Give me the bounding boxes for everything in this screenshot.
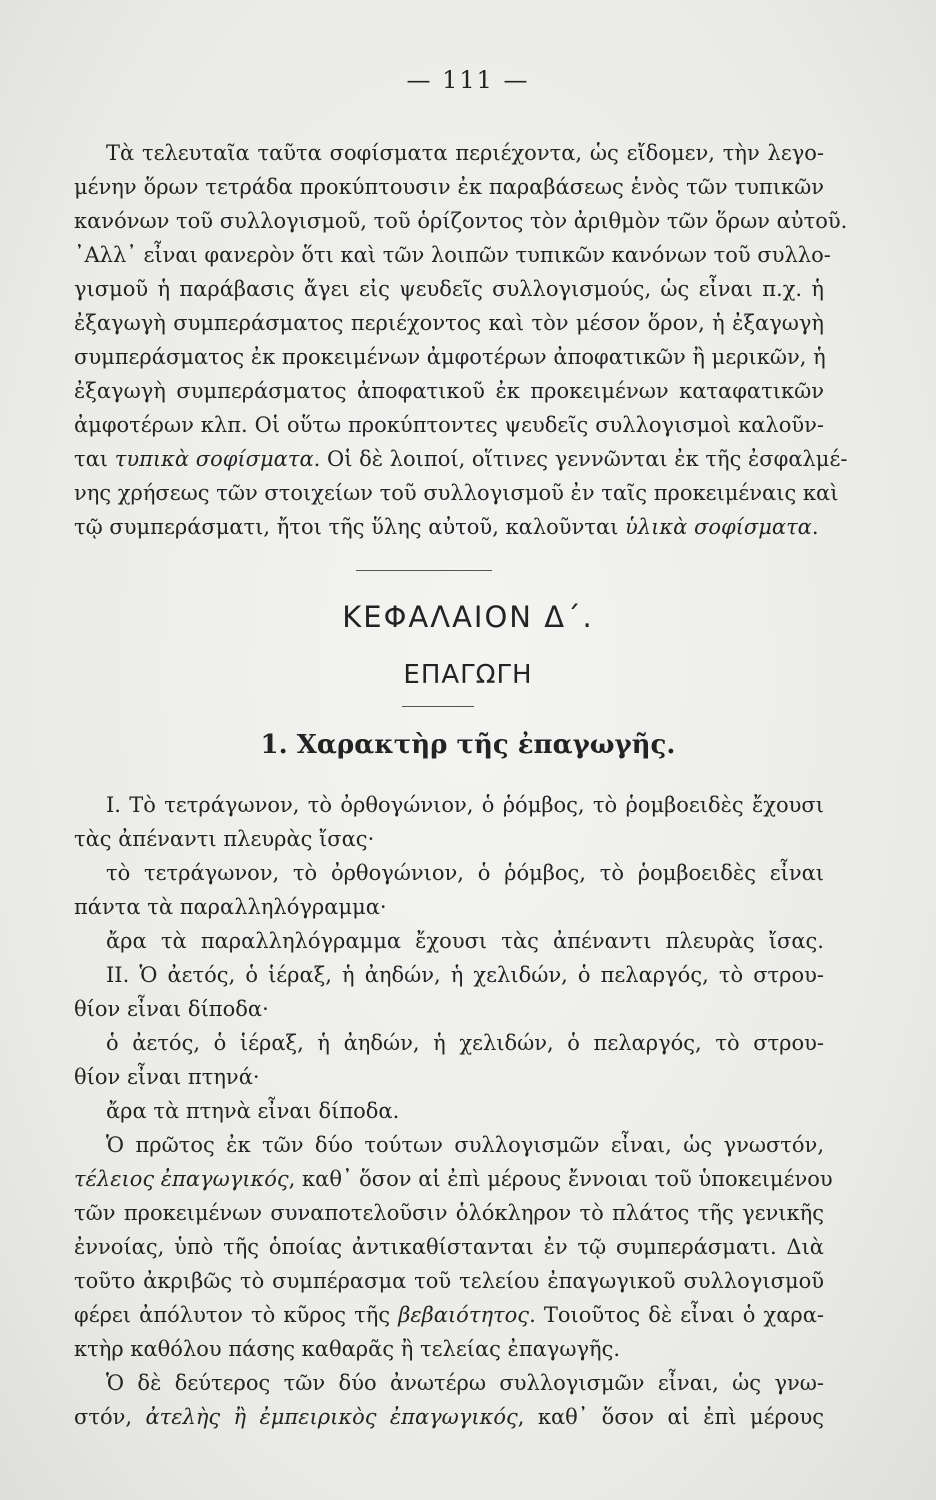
text-line xyxy=(74,1162,833,1196)
text-line: Τὰ τελευταῖα ταῦτα σοφίσματα περιέχοντα, ὡς εἴδομεν, τὴν λεγο- xyxy=(106,141,824,165)
section-title: 1. Χαρακτὴρ τῆς ἐπαγωγῆς. xyxy=(260,730,676,760)
text-line: πάντα τὰ παραλληλόγραμμα· xyxy=(74,895,387,919)
text-run: . Οἱ δὲ λοιποί, οἵτινες γεννῶνται ἐκ τῆς ἐσφαλμέ- xyxy=(313,447,848,471)
italic-term: ὑλικὰ σοφίσματα xyxy=(625,515,812,539)
text-line: κανόνων τοῦ συλλογισμοῦ, τοῦ ὁρίζοντος τὸν ἀριθμὸν τῶν ὅρων αὐτοῦ. xyxy=(74,209,848,233)
text-line xyxy=(74,510,824,544)
text-line xyxy=(74,442,848,476)
text-run: φέρει ἀπόλυτον τὸ κῦρος τῆς xyxy=(74,1303,399,1327)
text-run: ται xyxy=(74,447,115,471)
text-line: Ὁ δὲ δεύτερος τῶν δύο ἀνωτέρω συλλογισμῶν εἶναι, ὡς γνω- xyxy=(106,1371,824,1395)
text-line: τῶν προκειμένων συναποτελοῦσιν ὁλόκληρον τὸ πλάτος τῆς γενικῆς xyxy=(74,1201,824,1225)
text-line: ᾿Αλλ᾿ εἶναι φανερὸν ὅτι καὶ τῶν λοιπῶν τυπικῶν κανόνων τοῦ συλλο- xyxy=(74,243,831,267)
text-run: , καθ᾿ ὅσον αἱ ἐπὶ μέρους xyxy=(517,1405,825,1429)
text-line: τὰς ἀπέναντι πλευρὰς ἴσας· xyxy=(74,827,375,851)
text-line: μένην ὅρων τετράδα προκύπτουσιν ἐκ παραβάσεως ἑνὸς τῶν τυπικῶν xyxy=(74,175,824,199)
text-line: ἐννοίας, ὑπὸ τῆς ὁποίας ἀντικαθίστανται ἐν τῷ συμπεράσματι. Διὰ xyxy=(74,1235,824,1259)
text-line: ἐξαγωγὴ συμπεράσματος περιέχοντος καὶ τὸν μέσον ὅρον, ἡ ἐξαγωγὴ xyxy=(74,311,824,335)
italic-term: βεβαιότητος xyxy=(398,1303,530,1327)
chapter-title: ΚΕΦΑΛΑΙΟΝ Δ΄. xyxy=(342,600,594,634)
text-line: Ὁ πρῶτος ἐκ τῶν δύο τούτων συλλογισμῶν εἶναι, ὡς γνωστόν, xyxy=(106,1133,824,1157)
text-line: κτὴρ καθόλου πάσης καθαρᾶς ἢ τελείας ἐπαγωγῆς. xyxy=(74,1337,621,1361)
text-line: γισμοῦ ἡ παράβασις ἄγει εἰς ψευδεῖς συλλογισμούς, ὡς εἶναι π.χ. ἡ xyxy=(74,277,824,301)
text-line: ἐξαγωγὴ συμπεράσματος ἀποφατικοῦ ἐκ προκειμένων καταφατικῶν xyxy=(74,379,824,403)
chapter-subtitle: ΕΠΑΓΩΓΗ xyxy=(403,660,533,690)
text-run: στόν, xyxy=(74,1405,146,1429)
text-line: I. Τὸ τετράγωνον, τὸ ὀρθογώνιον, ὁ ῥόμβος, τὸ ῥομβοειδὲς ἔχουσι xyxy=(106,793,824,817)
text-line: θίον εἶναι δίποδα· xyxy=(74,997,269,1021)
italic-term: τυπικὰ σοφίσματα xyxy=(114,447,314,471)
text-run: , καθ᾿ ὅσον αἱ ἐπὶ μέρους ἔννοιαι τοῦ ὑποκειμένου xyxy=(288,1167,833,1191)
text-line xyxy=(74,1400,824,1434)
text-line: τοῦτο ἀκριβῶς τὸ συμπέρασμα τοῦ τελείου ἐπαγωγικοῦ συλλογισμοῦ xyxy=(74,1269,824,1293)
text-line: ἄρα τὰ πτηνὰ εἶναι δίποδα. xyxy=(106,1099,400,1123)
italic-term: ἀτελὴς ἢ ἐμπειρικὸς ἐπαγωγικός xyxy=(145,1405,518,1429)
text-line: θίον εἶναι πτηνά· xyxy=(74,1065,260,1089)
text-line: II. Ὁ ἀετός, ὁ ἱέραξ, ἡ ἀηδών, ἡ χελιδών, ὁ πελαργός, τὸ στρου- xyxy=(106,963,824,987)
text-run: . Τοιοῦτος δὲ εἶναι ὁ χαρα- xyxy=(529,1303,825,1327)
divider xyxy=(356,570,492,571)
text-line: νης χρήσεως τῶν στοιχείων τοῦ συλλογισμοῦ ἐν ταῖς προκειμέναις καὶ xyxy=(74,481,839,505)
text-line xyxy=(74,1298,824,1332)
text-line: συμπεράσματος ἐκ προκειμένων ἀμφοτέρων ἀποφατικῶν ἢ μερικῶν, ἡ xyxy=(74,345,826,369)
divider xyxy=(402,706,474,707)
text-run: . xyxy=(811,515,819,539)
page-number: — 111 — xyxy=(406,66,530,94)
text-line: ὁ ἀετός, ὁ ἱέραξ, ἡ ἀηδών, ἡ χελιδών, ὁ πελαργός, τὸ στρου- xyxy=(106,1031,824,1055)
text-run: τῷ συμπεράσματι, ἤτοι τῆς ὕλης αὐτοῦ, καλοῦνται xyxy=(74,515,626,539)
text-line: ἀμφοτέρων κλπ. Οἱ οὕτω προκύπτοντες ψευδεῖς συλλογισμοὶ καλοῦν- xyxy=(74,413,824,437)
text-line: τὸ τετράγωνον, τὸ ὀρθογώνιον, ὁ ῥόμβος, τὸ ῥομβοειδὲς εἶναι xyxy=(106,861,824,885)
italic-term: τέλειος ἐπαγωγικός xyxy=(74,1167,289,1191)
text-line: ἄρα τὰ παραλληλόγραμμα ἔχουσι τὰς ἀπέναντι πλευρὰς ἴσας. xyxy=(106,929,824,953)
